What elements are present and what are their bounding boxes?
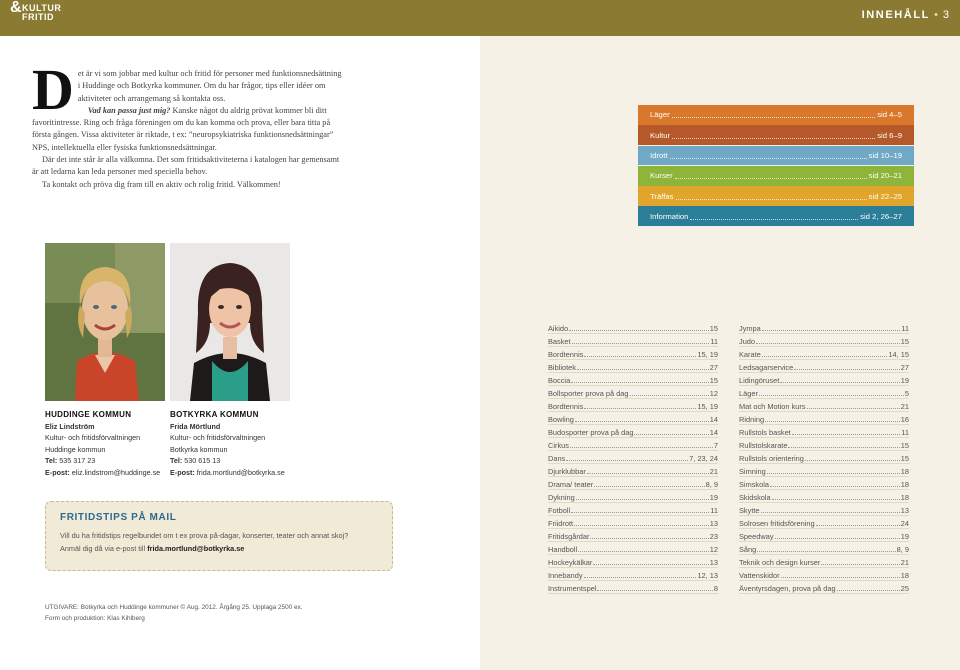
index-term: Boccia [548,376,571,385]
index-term: Aikido [548,324,569,333]
index-page: 19 [900,532,909,541]
dot-leader [756,343,900,344]
index-page: 14 [709,428,718,437]
index-page: 8 [713,584,718,593]
index-term: Instrumentspel [548,584,597,593]
category-tr-ffas[interactable] [638,186,914,206]
dot-leader [757,551,895,552]
portrait-photo-eliz [45,243,165,401]
dot-leader [765,421,900,422]
index-entry[interactable] [739,399,909,412]
category-label: Information [650,211,689,221]
index-page: 15 [709,324,718,333]
index-entry[interactable] [739,490,909,503]
dot-leader [762,356,888,357]
dot-leader [761,512,900,513]
index-page: 11 [710,337,718,346]
dot-leader [597,590,712,591]
dot-leader [675,172,867,179]
page-number: 3 [942,9,949,21]
index-page: 8, 9 [896,545,909,554]
dot-leader [770,486,900,487]
index-term: Bordtennis [548,350,584,359]
index-page: 21 [709,467,718,476]
index-term: Bordtennis [548,402,584,411]
category-label: Kurser [650,171,673,181]
index-entry[interactable] [739,373,909,386]
index-page: 15, 19 [697,350,718,359]
index-entry[interactable] [548,373,718,386]
index-page: 16 [900,415,909,424]
index-page: 15 [709,376,718,385]
index-page: 12 [709,545,718,554]
index-page: 18 [900,493,909,502]
dot-leader [805,460,900,461]
dot-leader [690,213,858,220]
index-term: Skidskola [739,493,771,502]
index-page: 21 [900,402,909,411]
intro-text [32,57,342,191]
index-entry[interactable] [739,334,909,347]
index-page: 25 [900,584,909,593]
category-page: sid 4–5 [877,110,902,120]
index-term: Karate [739,350,761,359]
category-page: sid 2, 26–27 [860,211,902,221]
intro-paragraph-3: Där det inte står är alla välkomna. Det som fritidsaktiviteterna i katalogen har gemensamt är att ledarna kan leda personer med speciella behov. [32,155,340,177]
category-idrott[interactable] [638,146,914,166]
contact-name: Frida Mörtlund [170,421,221,431]
category-label: Kultur [650,130,671,140]
dot-leader [775,538,900,539]
dot-leader [634,434,708,435]
index-term: Sång [739,545,757,554]
index-entry[interactable] [548,529,718,542]
index-term: Äventyrsdagen, prova på dag [739,584,836,593]
index-term: Läger [739,389,758,398]
dot-leader [587,473,709,474]
index-entry[interactable] [548,438,718,451]
index-page: 18 [900,480,909,489]
index-entry[interactable] [548,542,718,555]
dot-leader [569,330,709,331]
index-term: Dykning [548,493,575,502]
dot-leader [570,447,713,448]
index-page: 14 [709,415,718,424]
index-page: 12 [709,389,718,398]
dot-leader [788,447,899,448]
intro-paragraph-4: Ta kontakt och pröva dig fram till en aktiv och rolig fritid. Välkommen! [42,179,281,189]
dot-leader [672,111,876,118]
intro-question: Vad kan passa just mig? [87,105,171,115]
index-term: Speedway [739,532,774,541]
dot-leader [781,577,900,578]
newsletter-email[interactable]: frida.mortlund@botkyrka.se [147,544,245,553]
index-page: 11 [901,324,909,333]
index-entry[interactable] [739,360,909,373]
index-entry[interactable] [548,490,718,503]
index-page: 15, 19 [697,402,718,411]
index-term: Drama/ teater [548,480,594,489]
index-entry[interactable] [548,347,718,360]
index-term: Budosporter prova på dag [548,428,634,437]
index-term: Jympa [739,324,761,333]
index-term: Bibliotek [548,363,576,372]
dot-leader [759,395,904,396]
index-entry[interactable] [739,542,909,555]
index-term: Simskola [739,480,769,489]
category-label: Idrott [650,150,668,160]
separator-dot: • [934,9,938,21]
index-entry[interactable] [739,503,909,516]
index-entry[interactable] [548,321,718,334]
category-kurser[interactable] [638,166,914,186]
dot-leader [593,564,708,565]
index-entry[interactable] [548,503,718,516]
index-term: Ledsagarservice [739,363,794,372]
category-label: Läger [650,110,670,120]
dot-leader [572,343,710,344]
index-entry[interactable] [739,321,909,334]
index-entry[interactable] [739,477,909,490]
index-page: 13 [900,506,909,515]
index-term: Ridning [739,415,765,424]
dot-leader [577,369,709,370]
index-entry[interactable] [739,451,909,464]
index-term: Bowling [548,415,574,424]
dot-leader [772,499,900,500]
index-term: Lidingöruset [739,376,780,385]
index-entry[interactable] [739,347,909,360]
index-term: Basket [548,337,571,346]
index-term: Fritidsgårdar [548,532,590,541]
index-entry[interactable] [548,516,718,529]
dot-leader [837,590,900,591]
index-term: Handboll [548,545,578,554]
index-term: Rullstols orientering [739,454,804,463]
index-page: 19 [709,493,718,502]
category-list [638,105,914,227]
index-entry[interactable] [548,568,718,581]
contact-name: Eliz Lindström [45,421,95,431]
dot-leader [571,382,709,383]
category-page: sid 6–9 [877,130,902,140]
dot-leader [780,382,899,383]
top-banner: & KULTUR FRITID INNEHÅLL • 3 [0,0,960,36]
index-page: 18 [900,571,909,580]
index-page: 5 [904,389,909,398]
index-page: 14, 15 [888,350,909,359]
index-entry[interactable] [548,386,718,399]
index-page: 7 [713,441,718,450]
index-entry[interactable] [739,438,909,451]
index-entry[interactable] [548,451,718,464]
index-page: 11 [710,506,718,515]
dot-leader [584,356,696,357]
index-page: 11 [901,428,909,437]
portrait-photo-frida [170,243,290,401]
imprint: UTGIVARE: Botkyrka och Huddinge kommuner © Aug. 2012. Årgång 25. Upplaga 2500 ex. Form och produktion: Klas Kihlberg [45,604,303,622]
dot-leader [816,525,900,526]
index-term: Friidrott [548,519,574,528]
index-entry[interactable] [739,412,909,425]
contact-email[interactable]: eliz.lindstrom@huddinge.se [69,467,161,477]
category-page: sid 22–25 [868,191,902,201]
index-entry[interactable] [739,425,909,438]
index-page: 18 [900,467,909,476]
drop-cap: D [32,57,74,122]
index-page: 27 [900,363,909,372]
index-entry[interactable] [548,555,718,568]
index-term: Rullstolskarate [739,441,788,450]
dot-leader [571,512,709,513]
category-label: Träffas [650,191,674,201]
dot-leader [767,473,900,474]
index-page: 13 [709,519,718,528]
dot-leader [578,551,709,552]
index-entry[interactable] [548,477,718,490]
index-column-2 [739,321,909,594]
index-page: 21 [900,558,909,567]
index-term: Simning [739,467,766,476]
intro-paragraph-2: Vad kan passa just mig? Kanske något du aldrig prövat kommer bli ditt favoritintresse. Ring och fråga föreningen om du kan komma och prova, eller bara titta på första gången. Vissa aktiviteter är riktade, t ex: ”neuropsykiatriska funktionsnedsättningar” NPS, intellektuella eller fysiska funktionsnedsättningar. [32,105,334,152]
category-kultur[interactable] [638,125,914,145]
dot-leader [590,538,708,539]
category-information[interactable] [638,206,914,226]
index-entry[interactable] [739,555,909,568]
section-title: INNEHÅLL [861,9,930,21]
dot-leader [670,152,867,159]
category-page: sid 20–21 [868,171,902,181]
index-entry[interactable] [739,516,909,529]
index-entry[interactable] [548,412,718,425]
dot-leader [566,460,688,461]
index-page: 15 [900,454,909,463]
index-term: Bollsporter prova på dag [548,389,629,398]
index-page: 13 [709,558,718,567]
dot-leader [584,577,697,578]
index-page: 12, 13 [697,571,718,580]
index-entry[interactable] [548,425,718,438]
index-page: 7, 23, 24 [689,454,718,463]
dot-leader [794,369,900,370]
category-l-ger[interactable] [638,105,914,125]
index-entry[interactable] [548,334,718,347]
dot-leader [574,525,709,526]
index-entry[interactable] [739,386,909,399]
index-term: Fotboll [548,506,571,515]
dot-leader [594,486,704,487]
dot-leader [576,499,709,500]
index-page: 24 [900,519,909,528]
index-page: 8, 9 [705,480,718,489]
index-page: 23 [709,532,718,541]
index-entry[interactable] [548,581,718,594]
index-entry[interactable] [548,399,718,412]
dot-leader [672,132,875,139]
index-term: Innebandy [548,571,583,580]
contact-phone: 530 615 13 [182,456,221,465]
index-entry[interactable] [739,568,909,581]
dot-leader [821,564,899,565]
dot-leader [762,330,901,331]
index-term: Hockeykälkar [548,558,593,567]
category-page: sid 10–19 [868,150,902,160]
dot-leader [792,434,901,435]
index-term: Solrosen fritidsförening [739,519,815,528]
index-entry[interactable] [739,581,909,594]
contact-email[interactable]: frida.mortlund@botkyrka.se [194,467,285,477]
newsletter-box: FRITIDSTIPS PÅ MAIL Vill du ha fritidstips regelbundet om t ex prova på-dagar, konserter, teater och annat skoj? Anmäl dig då via e-post till frida.mortlund@botkyrka.se [45,501,393,571]
index-term: Mat och Motion kurs [739,402,806,411]
index-entry[interactable] [739,529,909,542]
index-column-1 [548,321,718,594]
index-term: Skytte [739,506,760,515]
newsletter-title: FRITIDSTIPS PÅ MAIL [60,512,177,523]
intro-paragraph-1: et är vi som jobbar med kultur och fritid för personer med funktionsnedsättning i Huddinge och Botkyrka kommuner. Om du har frågor, tips eller idéer om aktiviteter och arrangemang så kontakta oss. [77,69,342,103]
index-page: 27 [709,363,718,372]
index-term: Rullstols basket [739,428,791,437]
index-page: 15 [900,441,909,450]
index-entry[interactable] [739,464,909,477]
index-entry[interactable] [548,360,718,373]
dot-leader [676,193,867,200]
index-term: Dans [548,454,566,463]
index-term: Teknik och design kurser [739,558,821,567]
contact-huddinge: HUDDINGE KOMMUN Eliz Lindström Kultur- och fritidsförvaltningen Huddinge kommun Tel: 535 317 23 E-post: eliz.lindstrom@huddinge.se [45,410,161,477]
index-term: Vattenskidor [739,571,780,580]
index-term: Judo [739,337,756,346]
index-entry[interactable] [548,464,718,477]
dot-leader [807,408,900,409]
index-term: Cirkus [548,441,569,450]
dot-leader [575,421,709,422]
dot-leader [630,395,709,396]
dot-leader [584,408,696,409]
index-term: Djurklubbar [548,467,586,476]
contact-botkyrka: BOTKYRKA KOMMUN Frida Mörtlund Kultur- och fritidsförvaltningen Botkyrka kommun Tel: 530 615 13 E-post: frida.mortlund@botkyrka.se [170,410,285,477]
index-page: 19 [900,376,909,385]
contact-phone: 535 317 23 [57,456,96,465]
index-page: 15 [900,337,909,346]
